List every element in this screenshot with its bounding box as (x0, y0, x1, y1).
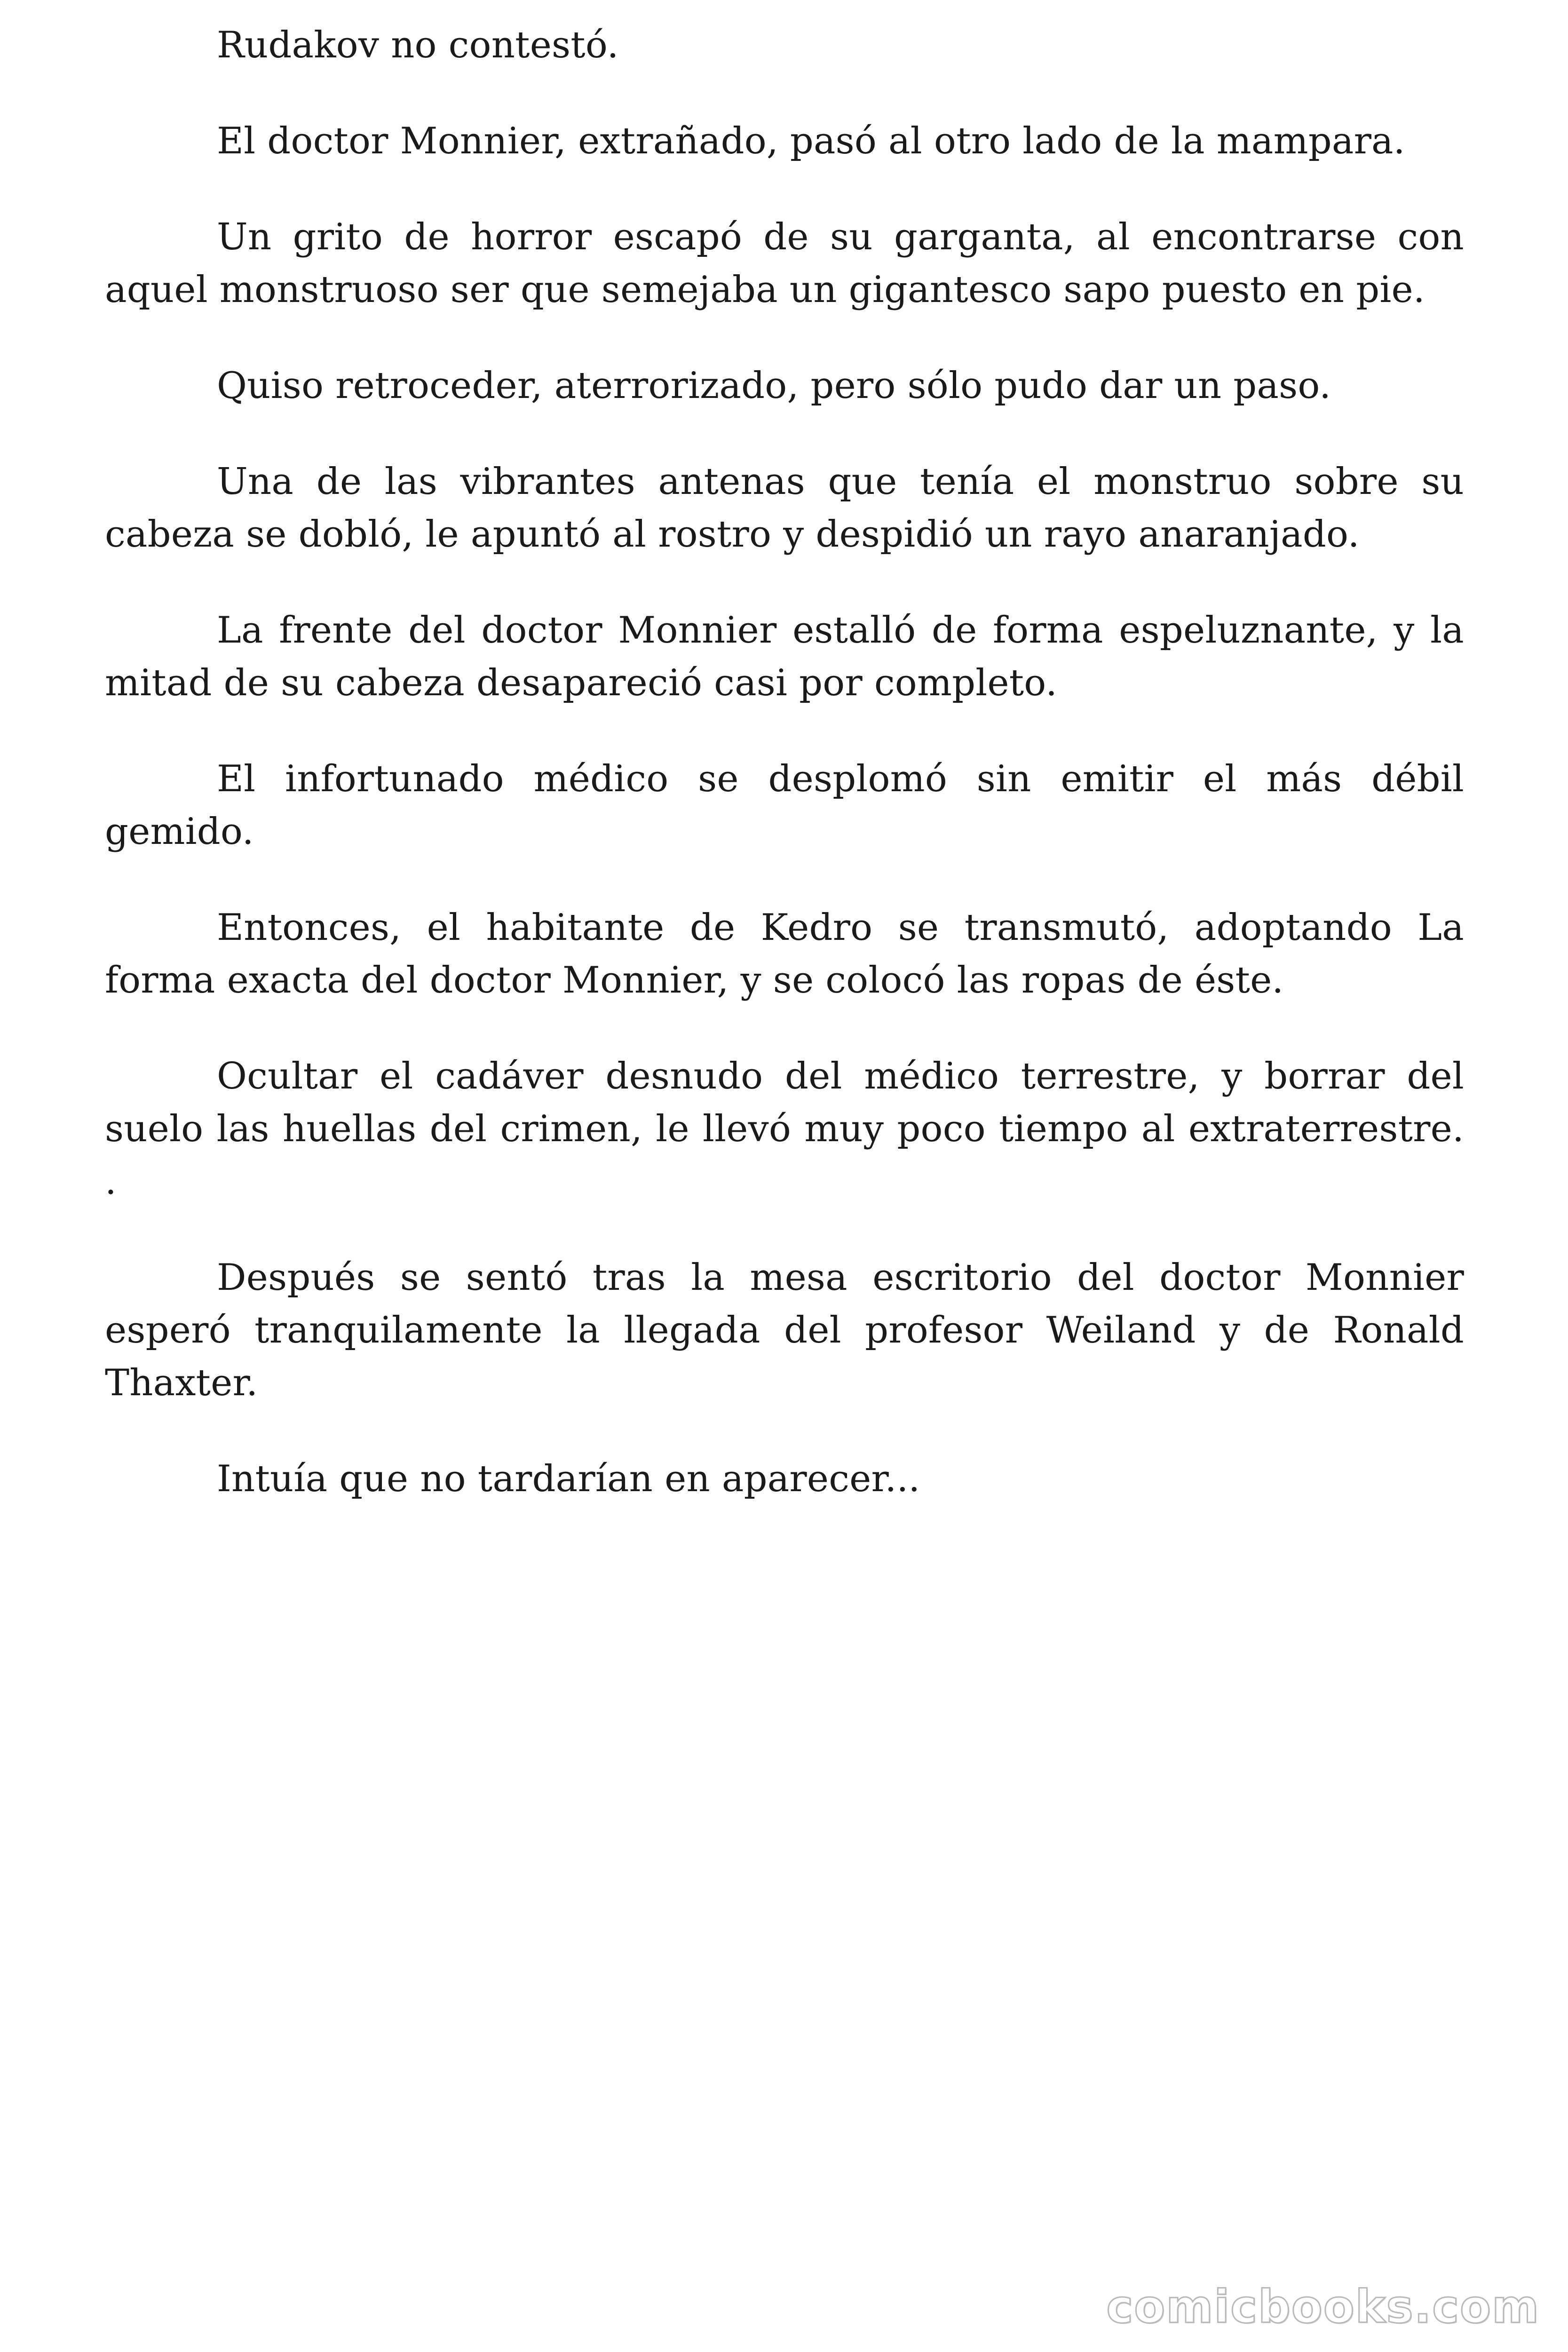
paragraph-3: Un grito de horror escapó de su garganta, al encontrarse con aquel monstruoso ser que semejaba un gigantesco sapo puesto en pie. (105, 216, 1464, 311)
paragraph-6: La frente del doctor Monnier estalló de forma espeluznante, y la mitad de su cabeza desapareció casi por completo. (105, 609, 1464, 704)
paragraph-7: El infortunado médico se desplomó sin emitir el más débil gemido. (105, 758, 1464, 853)
paragraph-4: Quiso retroceder, aterrorizado, pero sólo pudo dar un paso. (217, 365, 1331, 407)
paragraph-2: El doctor Monnier, extrañado, pasó al otro lado de la mampara. (217, 120, 1405, 162)
watermark-logo: comicbooks.com (1106, 2280, 1540, 2333)
text-column (105, 19, 1464, 1549)
paragraph-1: Rudakov no contestó. (217, 24, 619, 66)
paragraph-9: Ocultar el cadáver desnudo del médico terrestre, y borrar del suelo las huellas del crimen, le llevó muy poco tiempo al extraterrestre. . (105, 1055, 1464, 1203)
paragraph-5: Una de las vibrantes antenas que tenía el monstruo sobre su cabeza se dobló, le apuntó al rostro y despidió un rayo anaranjado. (105, 461, 1464, 556)
paragraph-11: Intuía que no tardarían en aparecer... (217, 1458, 920, 1500)
paragraph-8: Entonces, el habitante de Kedro se transmutó, adoptando La forma exacta del doctor Monnier, y se colocó las ropas de éste. (105, 906, 1464, 1001)
paragraph-10: Después se sentó tras la mesa escritorio del doctor Monnier esperó tranquilamente la llegada del profesor Weiland y de Ronald Thaxter. (105, 1256, 1464, 1404)
